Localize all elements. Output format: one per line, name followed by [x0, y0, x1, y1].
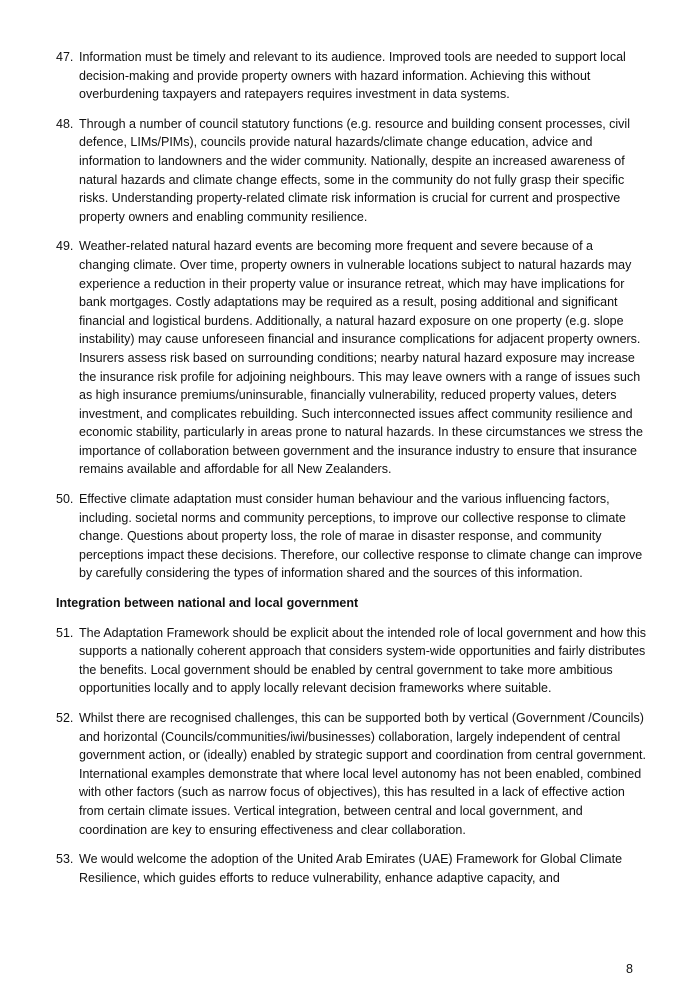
paragraph-text: Whilst there are recognised challenges, this can be supported both by vertical (Government /Councils) and horizontal (Councils/communities/iwi/businesses) collaboration, largely independent of central government action, or (ideally) enabled by strategic support and coordination from central government. International examples demonstrate that where local level autonomy has not been enabled, combined with other factors (such as narrow focus of objectives), this has resulted in a lack of effective action from certain climate issues. Vertical integration, between central and local government, and coordination are key to ensuring effectiveness and clear collaboration.: [79, 711, 646, 837]
paragraph-number: 49.: [56, 239, 74, 254]
paragraph-number: 52.: [56, 711, 74, 725]
page-content: [56, 48, 646, 898]
numbered-paragraph-49: [56, 237, 646, 479]
paragraph-text: The Adaptation Framework should be explicit about the intended role of local government and how this supports a nationally coherent approach that considers system-wide opportunities and fairly distributes the benefits. Local government should be enabled by central government to take more ambitious opportunities locally and to apply locally relevant decision frameworks where suitable.: [79, 625, 647, 696]
paragraph-number: 53.: [56, 852, 74, 867]
section-heading: Integration between national and local government: [56, 596, 359, 611]
numbered-paragraph-47: [56, 48, 646, 104]
numbered-paragraph-51: [56, 624, 646, 698]
paragraph-number: 50.: [56, 492, 74, 507]
paragraph-text: Effective climate adaptation must consider human behaviour and the various influencing factors, including. societal norms and community perceptions, to improve our collective response to climate change. Questions about property loss, the role of marae in disaster response, and community perceptions impact these decisions. Therefore, our collective response to climate change can improve by carefully considering the types of information shared and the sources of this information.: [79, 492, 643, 581]
page-number: 8: [626, 962, 633, 976]
numbered-paragraph-53: [56, 850, 646, 887]
paragraph-number: 48.: [56, 116, 74, 131]
paragraph-text: Information must be timely and relevant to its audience. Improved tools are needed to support local decision-making and provide property owners with hazard information. Achieving this without overburdening taxpayers and ratepayers requires investment in data systems.: [79, 50, 626, 102]
numbered-paragraph-52: [56, 709, 646, 839]
paragraph-text: We would welcome the adoption of the United Arab Emirates (UAE) Framework for Global Climate Resilience, which guides efforts to reduce vulnerability, enhance adaptive capacity, and: [79, 852, 623, 885]
paragraph-number: 47.: [56, 50, 74, 64]
numbered-paragraph-48: [56, 115, 646, 227]
paragraph-text: Weather-related natural hazard events are becoming more frequent and severe because of a changing climate. Over time, property owners in vulnerable locations subject to natural hazards may experience a reduction in their property value or insurance retreat, which may have implications for bank mortgages. Costly adaptations may be required as a result, posing additional and significant financial and logistical burdens. Additionally, a natural hazard exposure on one property (e.g. slope instability) may cause unforeseen financial and insurance complications for adjacent property owners. Insurers assess risk based on surrounding conditions; nearby natural hazard exposure may increase the insurance risk profile for adjoining neighbours. This may leave owners with a range of issues such as high insurance premiums/uninsurable, financially vulnerability, reduced property values, deters investment, and complicates rebuilding. Such interconnected issues affect community resilience and economic stability, particularly in areas prone to natural hazards. In these circumstances we stress the importance of collaboration between government and the insurance industry to ensure that insurance remains available and affordable for all New Zealanders.: [79, 239, 643, 477]
paragraph-text: Through a number of council statutory functions (e.g. resource and building consent processes, civil defence, LIMs/PIMs), councils provide natural hazards/climate change education, advice and information to landowners and the wider community. Nationally, despite an increased awareness of natural hazards and climate change effects, some in the community do not fully grasp their specific risks. Understanding property-related climate risk information is crucial for current and prospective property owners and enabling community resilience.: [79, 116, 630, 224]
paragraph-number: 51.: [56, 625, 74, 640]
numbered-paragraph-50: [56, 490, 646, 583]
